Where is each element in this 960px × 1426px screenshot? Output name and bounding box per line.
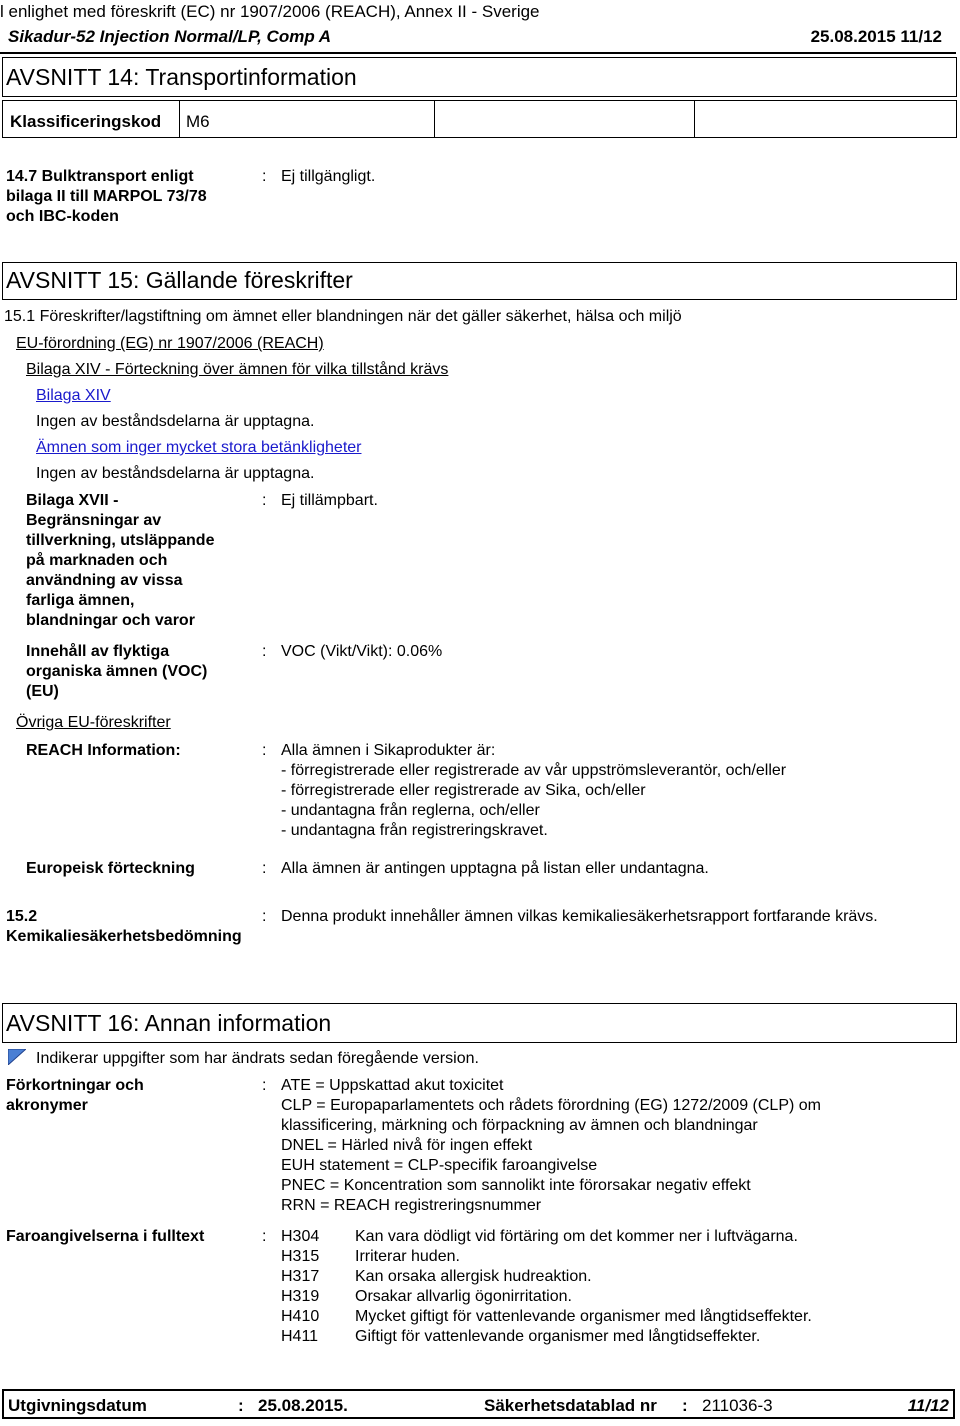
- bulk-colon: :: [262, 168, 267, 185]
- section-14-header: [2, 57, 957, 97]
- hazard-code: H317: [281, 1268, 320, 1285]
- header-date-page: 25.08.2015 11/12: [810, 27, 942, 46]
- issue-date-label: Utgivningsdatum: [8, 1396, 147, 1415]
- inventory-value: Alla ämnen är antingen upptagna på listan eller undantagna.: [281, 860, 709, 877]
- voc-value: VOC (Vikt/Vikt): 0.06%: [281, 643, 443, 660]
- section-16-title: AVSNITT 16: Annan information: [6, 1010, 332, 1036]
- inventory-label: Europeisk förteckning: [26, 860, 195, 877]
- section-15-header: [2, 262, 957, 300]
- svhc-link[interactable]: Ämnen som inger mycket stora betänkligheter: [36, 439, 362, 456]
- reach-info-text: Alla ämnen i Sikaprodukter är: - förregistrerade eller registrerade av vår uppströmsleverantör, och/eller - förregistrerade eller registrerade av Sika, och/eller - undantagna från reglerna, och/eller - undantagna från registreringskravet.: [281, 742, 787, 839]
- annex-14-link[interactable]: Bilaga XIV: [36, 387, 111, 404]
- classification-label: Klassificeringskod: [10, 112, 162, 131]
- assessment-colon: :: [262, 908, 267, 925]
- abbreviations-colon: :: [262, 1077, 267, 1094]
- section-14-title: AVSNITT 14: Transportinformation: [6, 64, 357, 90]
- classification-value: M6: [186, 112, 210, 131]
- hazard-code: H411: [281, 1328, 319, 1345]
- svhc-text: Ingen av beståndsdelarna är upptagna.: [36, 465, 315, 482]
- other-eu-regulations: Övriga EU-föreskrifter: [16, 714, 171, 731]
- classification-table: [2, 100, 957, 138]
- changed-note: Indikerar uppgifter som har ändrats sedan föregående version.: [36, 1050, 479, 1067]
- hazard-code: H410: [281, 1308, 320, 1325]
- eu-regulation-heading: EU-förordning (EG) nr 1907/2006 (REACH): [16, 335, 324, 352]
- issue-date-colon: :: [238, 1396, 244, 1415]
- hazard-text: Giftigt för vattenlevande organismer med långtidseffekter.: [355, 1328, 761, 1345]
- abbreviations-list: ATE = Uppskattad akut toxicitet CLP = Europaparlamentets och rådets förordning (EG) 1272/2009 (CLP) om klassificering, märkning och förpackning av ämnen och blandningar DNEL = Härled nivå för ingen effekt EUH statement = CLP-specifik faroangivelse PNEC = Koncentration som sannolikt inte förorsakar negativ effekt RRN = REACH registreringsnummer: [281, 1077, 821, 1214]
- hazard-statements-label: Faroangivelserna i fulltext: [6, 1228, 205, 1245]
- inventory-colon: :: [262, 860, 267, 877]
- annex-17-colon: :: [262, 492, 267, 509]
- footer-bar: [2, 1389, 955, 1419]
- hazard-text: Orsakar allvarlig ögonirritation.: [355, 1288, 572, 1305]
- change-marker-icon: [8, 1049, 26, 1065]
- hazard-code: H304: [281, 1228, 320, 1245]
- footer-page-number: 11/12: [907, 1396, 949, 1415]
- document-regulation-line: l enlighet med föreskrift (EC) nr 1907/2006 (REACH), Annex II - Sverige: [0, 2, 540, 21]
- section-16-header: [2, 1003, 957, 1043]
- hazard-texts: [355, 1227, 812, 1347]
- hazard-text: Irriterar huden.: [355, 1248, 460, 1265]
- section-15-title: AVSNITT 15: Gällande föreskrifter: [6, 267, 353, 293]
- annex-17-label: Bilaga XVII - Begränsningar av tillverkning, utsläppande på marknaden och användning av vissa farliga ämnen, blandningar och varor: [26, 492, 215, 629]
- hazard-text: Kan vara dödligt vid förtäring om det kommer ner i luftvägarna.: [355, 1228, 798, 1245]
- issue-date-value: 25.08.2015.: [258, 1396, 348, 1415]
- annex-14-heading: Bilaga XIV - Förteckning över ämnen för vilka tillstånd krävs: [26, 361, 449, 378]
- reach-info-label: REACH Information:: [26, 742, 181, 759]
- sds-number-label: Säkerhetsdatablad nr: [484, 1396, 657, 1415]
- voc-colon: :: [262, 643, 267, 660]
- reach-colon: :: [262, 742, 267, 759]
- hazard-text: Kan orsaka allergisk hudreaktion.: [355, 1268, 592, 1285]
- hazard-colon: :: [262, 1228, 267, 1245]
- hazard-codes: [281, 1227, 319, 1347]
- hazard-code: H315: [281, 1248, 320, 1265]
- bulk-transport-value: Ej tillgängligt.: [281, 168, 376, 185]
- abbreviations-label: Förkortningar och akronymer: [6, 1077, 144, 1114]
- bulk-transport-label: 14.7 Bulktransport enligt bilaga II till MARPOL 73/78 och IBC-koden: [6, 168, 207, 225]
- sds-number-value: 211036-3: [702, 1396, 773, 1415]
- subsection-15-2-value: Denna produkt innehåller ämnen vilkas kemikaliesäkerhetsrapport fortfarande krävs.: [281, 908, 878, 925]
- product-name: Sikadur-52 Injection Normal/LP, Comp A: [8, 27, 332, 46]
- annex-14-text: Ingen av beståndsdelarna är upptagna.: [36, 413, 315, 430]
- subsection-15-1: 15.1 Föreskrifter/lagstiftning om ämnet eller blandningen när det gäller säkerhet, hälsa och miljö: [4, 308, 682, 325]
- voc-label: Innehåll av flyktiga organiska ämnen (VOC) (EU): [26, 643, 208, 700]
- subsection-15-2-label: 15.2 Kemikaliesäkerhetsbedömning: [6, 908, 242, 945]
- hazard-code: H319: [281, 1288, 320, 1305]
- sds-number-colon: :: [682, 1396, 688, 1415]
- annex-17-value: Ej tillämpbart.: [281, 492, 378, 509]
- hazard-text: Mycket giftigt för vattenlevande organismer med långtidseffekter.: [355, 1308, 812, 1325]
